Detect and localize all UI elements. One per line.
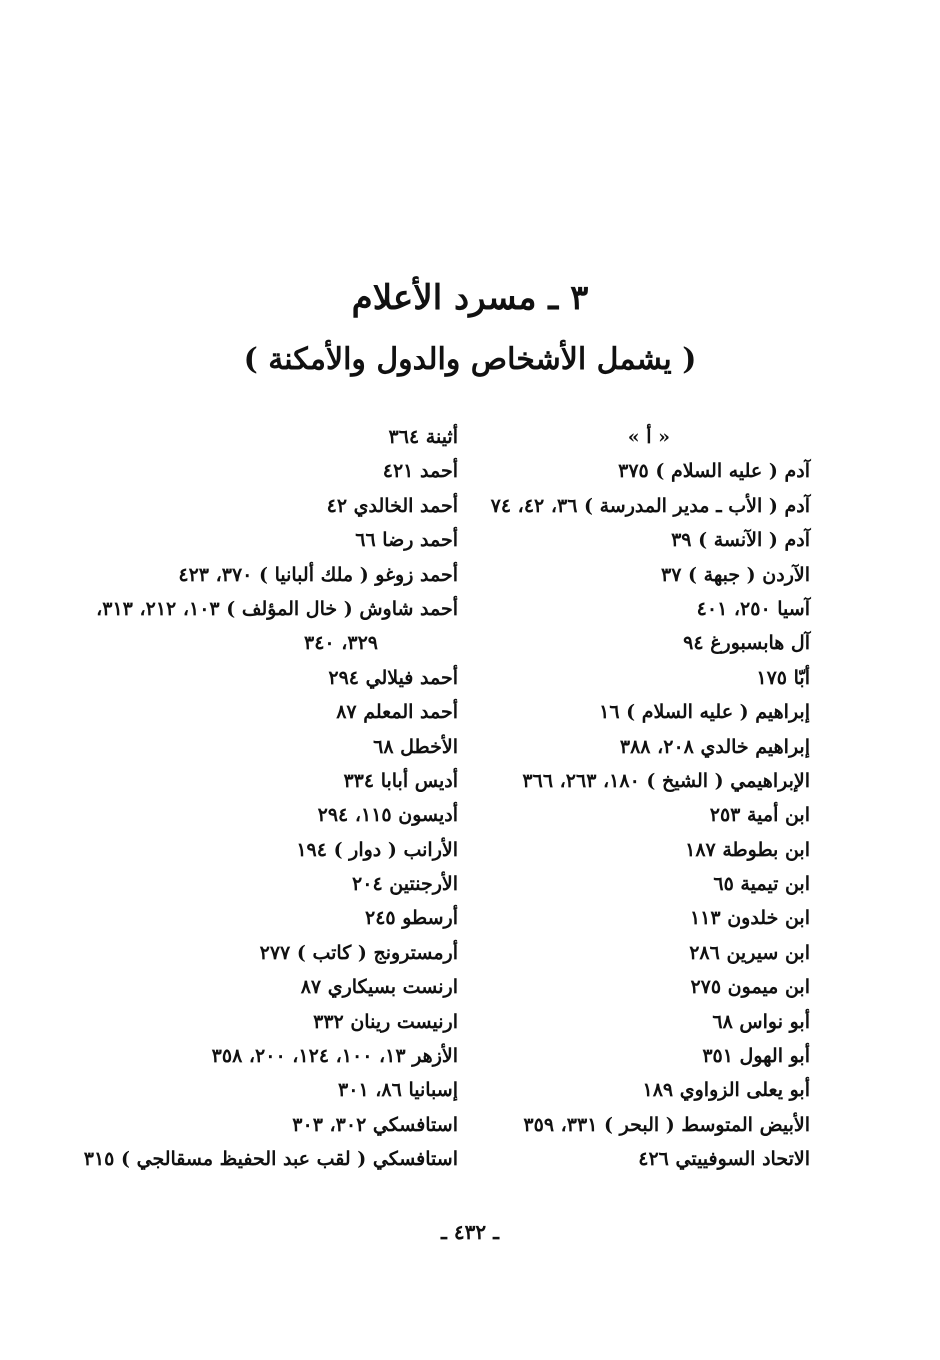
- index-entry: أرسطو ٢٤٥: [364, 907, 458, 930]
- index-entry: أحمد زوغو ( ملك ألبانيا ) ٣٧٠، ٤٢٣: [178, 563, 458, 586]
- index-entry: الأخطل ٦٨: [373, 735, 458, 758]
- index-entry: ارنست بسيكاري ٨٧: [300, 976, 458, 999]
- index-entry: أحمد المعلم ٨٧: [336, 701, 458, 724]
- index-entry: أثينة ٣٦٤: [388, 426, 458, 448]
- index-entry: أبو نواس ٦٨: [712, 1010, 810, 1033]
- index-entry: أديسون ١١٥، ٢٩٤: [317, 804, 458, 827]
- index-entry: ارنيست رينان ٣٣٢: [313, 1010, 458, 1033]
- index-entry: أبّا ١٧٥: [756, 666, 810, 689]
- index-entry: الاتحاد السوفييتي ٤٢٦: [638, 1148, 810, 1171]
- index-entry: الأرجنتين ٢٠٤: [352, 873, 458, 896]
- index-entry: الأرانب ( دوار ) ١٩٤: [296, 838, 458, 861]
- index-entry: الآردن ( جبهة ) ٣٧: [661, 563, 810, 586]
- index-entry: إبراهيم ( عليه السلام ) ١٦: [599, 701, 810, 724]
- index-entry: أحمد رضا ٦٦: [355, 529, 458, 552]
- index-entry: أديس أبابا ٣٣٤: [343, 769, 458, 792]
- index-entry: آسيا ٢٥٠، ٤٠١: [696, 597, 810, 620]
- index-entry: استافسكي ( لقب عبد الحفيظ مسقالجي ) ٣١٥: [83, 1148, 458, 1171]
- index-entry: أرمسترونج ( كاتب ) ٢٧٧: [259, 941, 458, 964]
- index-entry: ابن سيرين ٢٨٦: [689, 941, 810, 964]
- index-entry: آل هابسبورغ ٩٤: [683, 632, 810, 655]
- page-number: ـ ٤٣٢ ـ: [441, 1220, 499, 1244]
- index-title: ٣ ـ مسرد الأعلام: [351, 278, 589, 318]
- index-entry: آدم ( عليه السلام ) ٣٧٥: [618, 460, 810, 483]
- index-entry: استافسكي ٣٠٢، ٣٠٣: [292, 1113, 458, 1136]
- index-entry: ابن ميمون ٢٧٥: [690, 976, 810, 999]
- index-subtitle: ( يشمل الأشخاص والدول والأمكنة ): [243, 342, 697, 377]
- section-letter-heading: « أ »: [627, 426, 670, 448]
- index-entry: ابن بطوطة ١٨٧: [685, 838, 810, 861]
- index-entry: ابن تيمية ٦٥: [713, 873, 810, 896]
- index-entry: إبراهيم خالدي ٢٠٨، ٣٨٨: [619, 735, 810, 758]
- index-entry: ابن خلدون ١١٣: [689, 907, 810, 930]
- index-entry: إسبانيا ٨٦، ٣٠١: [338, 1079, 458, 1102]
- index-entry: الأبيض المتوسط ( البحر ) ٣٣١، ٣٥٩: [523, 1113, 810, 1136]
- index-entry: ابن أمية ٢٥٣: [709, 804, 810, 827]
- index-entry: آدم ( الآنسة ) ٣٩: [671, 529, 810, 552]
- index-entry: أحمد ٤٢١: [382, 460, 458, 483]
- index-entry: أحمد الخالدي ٤٢: [326, 494, 458, 517]
- index-entry: أبو يعلى الزواوي ١٨٩: [642, 1079, 810, 1102]
- index-entry: آدم ( الأب ـ مدير المدرسة ) ٣٦، ٤٢، ٧٤: [490, 494, 810, 517]
- index-entry-continuation: ٣٢٩، ٣٤٠: [304, 632, 378, 655]
- index-entry: أحمد شاوش ( خال المؤلف ) ١٠٣، ٢١٢، ٣١٣،: [96, 597, 458, 620]
- index-entry: أحمد فيلالي ٢٩٤: [328, 666, 458, 689]
- index-column-right: [490, 420, 810, 1177]
- index-entry: أبو الهول ٣٥١: [702, 1045, 810, 1068]
- index-entry: الأزهر ١٣، ١٠٠، ١٢٤، ٢٠٠، ٣٥٨: [211, 1045, 458, 1068]
- index-entry: الإبراهيمي ( الشيخ ) ١٨٠، ٢٦٣، ٣٦٦: [522, 769, 810, 792]
- index-column-left: [83, 420, 458, 1177]
